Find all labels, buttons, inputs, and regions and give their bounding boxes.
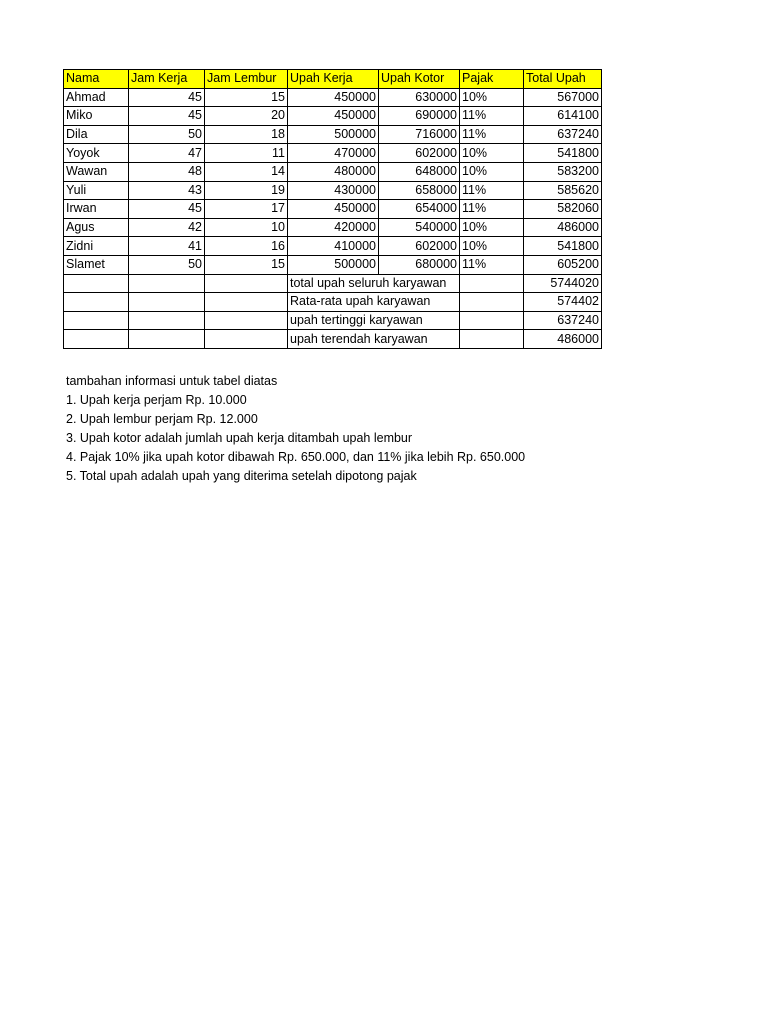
note-item: 4. Pajak 10% jika upah kotor dibawah Rp. 650.000, dan 11% jika lebih Rp. 650.000 — [66, 450, 526, 464]
summary-label[interactable]: total upah seluruh karyawan — [288, 274, 460, 293]
table-row — [64, 218, 602, 237]
cell-total-upah[interactable]: 585620 — [524, 181, 602, 200]
cell-jam-kerja[interactable]: 45 — [129, 200, 205, 219]
cell-jam-lembur[interactable]: 19 — [205, 181, 288, 200]
cell-upah-kerja[interactable]: 430000 — [288, 181, 379, 200]
cell-upah-kotor[interactable]: 540000 — [379, 218, 460, 237]
cell-upah-kotor[interactable]: 630000 — [379, 88, 460, 107]
table-row — [64, 125, 602, 144]
empty-cell[interactable] — [205, 274, 288, 293]
header-cell-total-upah[interactable]: Total Upah — [524, 70, 602, 89]
cell-jam-kerja[interactable]: 45 — [129, 107, 205, 126]
cell-upah-kerja[interactable]: 450000 — [288, 200, 379, 219]
cell-nama[interactable]: Yuli — [64, 181, 129, 200]
header-row — [64, 70, 602, 89]
note-item: 3. Upah kotor adalah jumlah upah kerja ditambah upah lembur — [66, 431, 413, 445]
note-item: 5. Total upah adalah upah yang diterima setelah dipotong pajak — [66, 469, 417, 483]
empty-cell[interactable] — [64, 330, 129, 349]
cell-upah-kotor[interactable]: 654000 — [379, 200, 460, 219]
notes-title: tambahan informasi untuk tabel diatas — [66, 374, 278, 388]
cell-pajak[interactable]: 11% — [460, 200, 524, 219]
cell-upah-kerja[interactable]: 420000 — [288, 218, 379, 237]
cell-pajak[interactable]: 11% — [460, 107, 524, 126]
note-item: 1. Upah kerja perjam Rp. 10.000 — [66, 393, 247, 407]
cell-upah-kerja[interactable]: 500000 — [288, 125, 379, 144]
empty-cell[interactable] — [205, 330, 288, 349]
cell-pajak[interactable]: 10% — [460, 88, 524, 107]
header-cell-jam-lembur[interactable]: Jam Lembur — [205, 70, 288, 89]
empty-cell[interactable] — [129, 293, 205, 312]
cell-jam-kerja[interactable]: 43 — [129, 181, 205, 200]
table-row — [64, 107, 602, 126]
table-row — [64, 237, 602, 256]
cell-pajak[interactable]: 11% — [460, 125, 524, 144]
note-item: 2. Upah lembur perjam Rp. 12.000 — [66, 412, 258, 426]
table-row — [64, 181, 602, 200]
cell-pajak[interactable]: 10% — [460, 144, 524, 163]
cell-upah-kotor[interactable]: 602000 — [379, 237, 460, 256]
summary-value[interactable]: 637240 — [524, 311, 602, 330]
cell-total-upah[interactable]: 567000 — [524, 88, 602, 107]
summary-row-average — [64, 293, 602, 312]
empty-cell[interactable] — [64, 311, 129, 330]
cell-upah-kerja[interactable]: 480000 — [288, 162, 379, 181]
cell-jam-lembur[interactable]: 10 — [205, 218, 288, 237]
cell-nama[interactable]: Slamet — [64, 255, 129, 274]
cell-upah-kotor[interactable]: 658000 — [379, 181, 460, 200]
cell-total-upah[interactable]: 637240 — [524, 125, 602, 144]
cell-upah-kotor[interactable]: 648000 — [379, 162, 460, 181]
cell-pajak[interactable]: 10% — [460, 237, 524, 256]
cell-total-upah[interactable]: 541800 — [524, 237, 602, 256]
cell-jam-kerja[interactable]: 45 — [129, 88, 205, 107]
cell-nama[interactable]: Wawan — [64, 162, 129, 181]
cell-nama[interactable]: Zidni — [64, 237, 129, 256]
cell-jam-lembur[interactable]: 16 — [205, 237, 288, 256]
summary-row-total — [64, 274, 602, 293]
table-row — [64, 144, 602, 163]
cell-pajak[interactable]: 11% — [460, 181, 524, 200]
cell-total-upah[interactable]: 583200 — [524, 162, 602, 181]
summary-row-max — [64, 311, 602, 330]
summary-row-min — [64, 330, 602, 349]
empty-cell[interactable] — [64, 293, 129, 312]
cell-total-upah[interactable]: 582060 — [524, 200, 602, 219]
table-row — [64, 162, 602, 181]
cell-jam-kerja[interactable]: 50 — [129, 125, 205, 144]
cell-upah-kerja[interactable]: 470000 — [288, 144, 379, 163]
cell-pajak[interactable]: 10% — [460, 162, 524, 181]
summary-label[interactable]: Rata-rata upah karyawan — [288, 293, 460, 312]
cell-upah-kerja[interactable]: 450000 — [288, 107, 379, 126]
cell-total-upah[interactable]: 486000 — [524, 218, 602, 237]
summary-label[interactable]: upah tertinggi karyawan — [288, 311, 460, 330]
cell-total-upah[interactable]: 541800 — [524, 144, 602, 163]
notes-block — [66, 372, 525, 486]
empty-cell[interactable] — [129, 274, 205, 293]
empty-cell[interactable] — [460, 311, 524, 330]
summary-value[interactable]: 5744020 — [524, 274, 602, 293]
cell-nama[interactable]: Dila — [64, 125, 129, 144]
header-cell-jam-kerja[interactable]: Jam Kerja — [129, 70, 205, 89]
cell-upah-kotor[interactable]: 602000 — [379, 144, 460, 163]
cell-jam-kerja[interactable]: 48 — [129, 162, 205, 181]
table-row — [64, 200, 602, 219]
empty-cell[interactable] — [460, 330, 524, 349]
header-cell-pajak[interactable]: Pajak — [460, 70, 524, 89]
cell-upah-kotor[interactable]: 690000 — [379, 107, 460, 126]
cell-jam-lembur[interactable]: 11 — [205, 144, 288, 163]
cell-total-upah[interactable]: 614100 — [524, 107, 602, 126]
header-cell-upah-kotor[interactable]: Upah Kotor — [379, 70, 460, 89]
cell-upah-kerja[interactable]: 410000 — [288, 237, 379, 256]
cell-total-upah[interactable]: 605200 — [524, 255, 602, 274]
empty-cell[interactable] — [64, 274, 129, 293]
cell-jam-kerja[interactable]: 42 — [129, 218, 205, 237]
cell-upah-kerja[interactable]: 450000 — [288, 88, 379, 107]
empty-cell[interactable] — [205, 293, 288, 312]
cell-jam-kerja[interactable]: 41 — [129, 237, 205, 256]
cell-upah-kerja[interactable]: 500000 — [288, 255, 379, 274]
table-row — [64, 88, 602, 107]
cell-jam-lembur[interactable]: 15 — [205, 255, 288, 274]
cell-upah-kotor[interactable]: 680000 — [379, 255, 460, 274]
cell-pajak[interactable]: 10% — [460, 218, 524, 237]
cell-jam-kerja[interactable]: 50 — [129, 255, 205, 274]
empty-cell[interactable] — [460, 293, 524, 312]
header-cell-upah-kerja[interactable]: Upah Kerja — [288, 70, 379, 89]
cell-nama[interactable]: Yoyok — [64, 144, 129, 163]
cell-jam-lembur[interactable]: 20 — [205, 107, 288, 126]
cell-upah-kotor[interactable]: 716000 — [379, 125, 460, 144]
cell-jam-kerja[interactable]: 47 — [129, 144, 205, 163]
header-cell-nama[interactable]: Nama — [64, 70, 129, 89]
cell-jam-lembur[interactable]: 17 — [205, 200, 288, 219]
empty-cell[interactable] — [205, 311, 288, 330]
cell-jam-lembur[interactable]: 14 — [205, 162, 288, 181]
summary-value[interactable]: 574402 — [524, 293, 602, 312]
cell-nama[interactable]: Agus — [64, 218, 129, 237]
summary-label[interactable]: upah terendah karyawan — [288, 330, 460, 349]
table-row — [64, 255, 602, 274]
cell-pajak[interactable]: 11% — [460, 255, 524, 274]
cell-nama[interactable]: Irwan — [64, 200, 129, 219]
wage-table — [63, 69, 602, 349]
summary-value[interactable]: 486000 — [524, 330, 602, 349]
empty-cell[interactable] — [129, 311, 205, 330]
cell-nama[interactable]: Ahmad — [64, 88, 129, 107]
empty-cell[interactable] — [460, 274, 524, 293]
cell-jam-lembur[interactable]: 18 — [205, 125, 288, 144]
cell-nama[interactable]: Miko — [64, 107, 129, 126]
empty-cell[interactable] — [129, 330, 205, 349]
cell-jam-lembur[interactable]: 15 — [205, 88, 288, 107]
